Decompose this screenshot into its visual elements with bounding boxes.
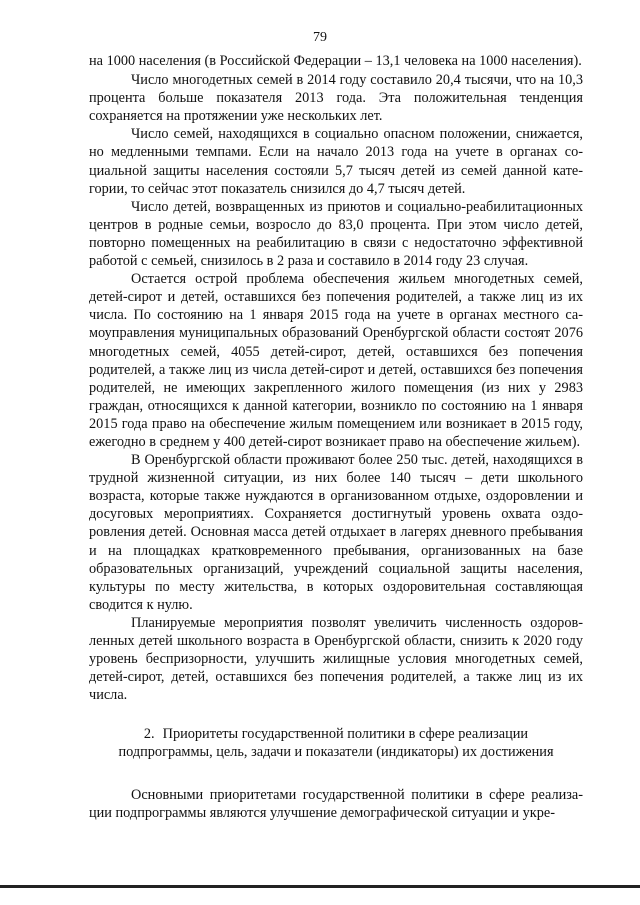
document-body: [89, 52, 583, 822]
paragraph-planned-measures: Планируемые мероприятия позволят увеличить численность оздоровленных детей школьного возраста в Оренбургской области, снизить к 2020 году уровень беспризорности, улучшить жилищные условия многодетных семей, детей-сирот, детей, оставшихся без попечения родителей, а также лиц из их числа.: [89, 614, 583, 704]
paragraph-families-at-risk: Число семей, находящихся в социально опасном положении, снижается, но медленными темпами. Если на начало 2013 года на учете в органах социальной защиты населения состояли 5,7 тысяч детей из семей данной категории, то сейчас этот показатель снизился до 4,7 тысяч детей.: [89, 126, 583, 197]
paragraph-children-difficult-situation: В Оренбургской области проживают более 250 тыс. детей, находящихся в трудной жизненной ситуации, из них более 140 тысяч – дети школьного возраста, которые также нуждаются в организованном отдыхе, оздоровлении и досуговых мероприятиях. Сохраняется достигнутый уровень охвата оздоровления детей. Основная масса детей отдыхает в лагерях дневного пребывания и на площадках кратковременного пребывания, организованных на базе образовательных организаций, учреждений социальной защиты населения, культуры по месту жительства, в которых оздоровительная составляющая сводится к нулю.: [89, 452, 583, 613]
section-heading-line-1: [89, 725, 583, 743]
bottom-border-line: [0, 885, 640, 888]
paragraph-large-families: Число многодетных семей в 2014 году составило 20,4 тысячи, что на 10,3 процента больше показателя 2013 года. Эта положительная тенденция сохраняется на протяжении уже нескольких лет.: [89, 72, 583, 125]
section-heading: [89, 725, 583, 761]
paragraph-priorities: Основными приоритетами государственной политики в сфере реализации подпрограммы являются улучшение демографической ситуации и укре-: [89, 786, 583, 821]
paragraph-continuation: на 1000 населения (в Российской Федерации – 13,1 человека на 1000 населения).: [89, 53, 582, 69]
page-number: 79: [313, 30, 327, 45]
section-number: 2.: [143, 726, 155, 743]
paragraph-children-returned: Число детей, возвращенных из приютов и социально-реабилитационных центров в родные семьи, возросло до 83,0 процента. При этом число детей, повторно помещенных на реабилитацию в связи с недостаточно эффективной работой с семьей, снизилось в 2 раза и составило в 2014 году 23 случая.: [89, 198, 583, 270]
section-title-line-1: Приоритеты государственной политики в сфере реализации: [162, 726, 529, 743]
section-title-line-2: подпрограммы, цель, задачи и показатели (индикаторы) их достижения: [118, 744, 554, 761]
paragraph-housing-problem: Остается острой проблема обеспечения жильем многодетных семей, детей-сирот и детей, оставшихся без попечения родителей, а также лиц из их числа. По состоянию на 1 января 2015 года на учете в органах местного самоуправления муниципальных образований Оренбургской области состоят 2076 многодетных семей, 4055 детей-сирот, детей, оставшихся без попечения родителей, а также лиц из числа детей-сирот и детей, оставшихся без попечения родителей, не имеющих закрепленного жилого помещения (из них у 2983 граждан, относящихся к данной категории, возникло по состоянию на 1 января 2015 года право на обеспечение жилым помещением или возникает в 2015 году, ежегодно в среднем у 400 детей-сирот возникает право на обеспечение жильем).: [89, 271, 583, 450]
